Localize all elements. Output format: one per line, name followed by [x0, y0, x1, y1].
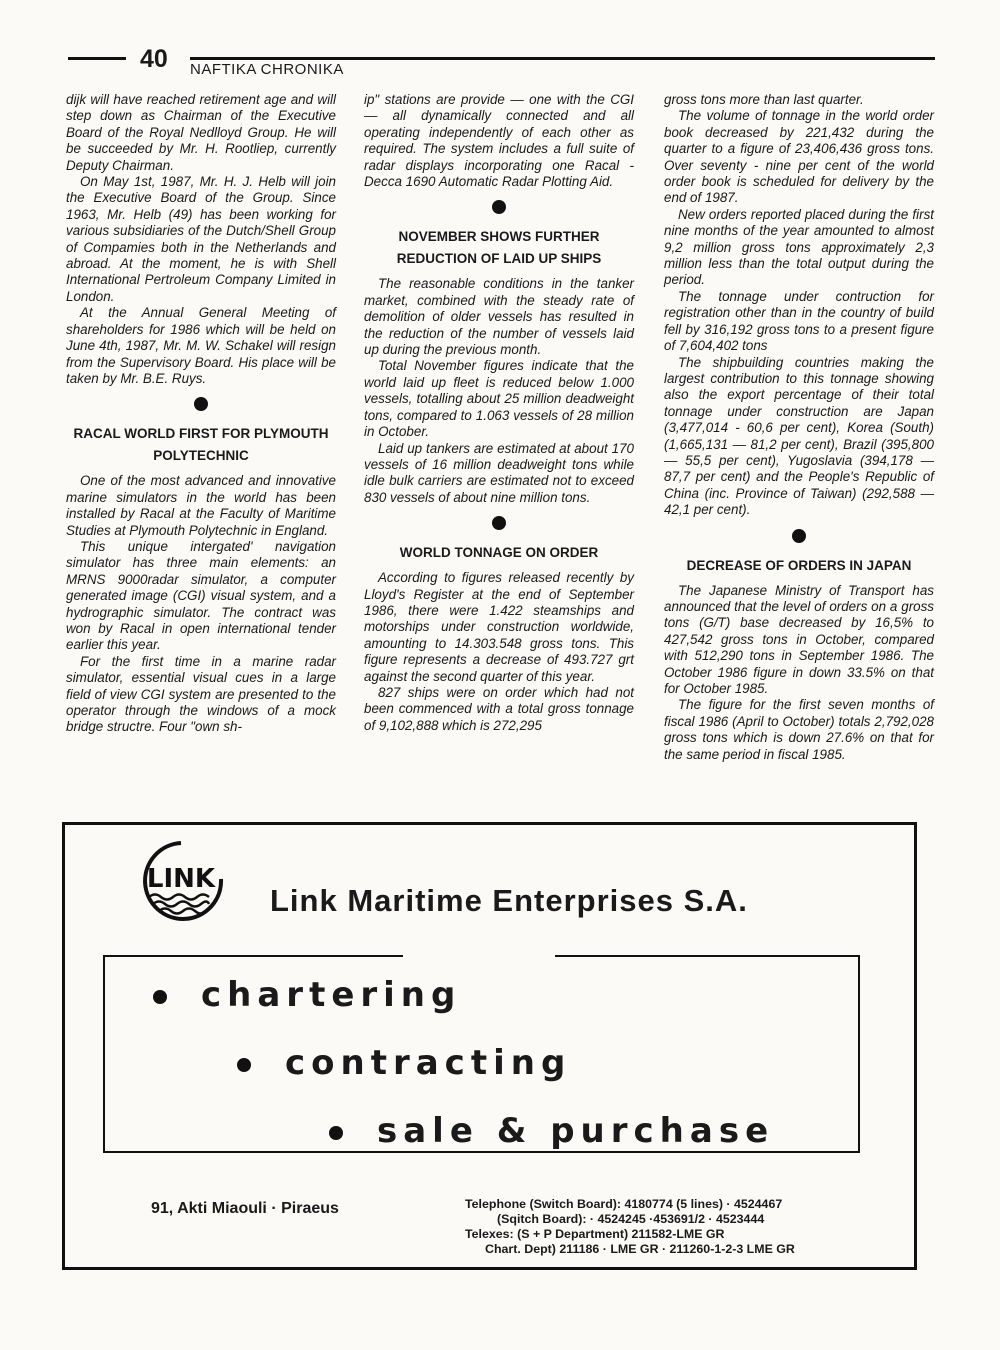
- paragraph: The Japanese Ministry of Transport has announced that the level of orders on a gross tons (G/T) base decreased by 16,5% to 427,542 gross tons in October, compared with 512,290 tons in September 1986. The October 1986 figure in down 33.5% on that for October 1985.: [664, 582, 934, 696]
- headline-racal: [66, 423, 336, 467]
- service-label: contracting: [285, 1043, 572, 1083]
- headline-line: RACAL WORLD FIRST FOR PLYMOUTH: [73, 426, 329, 442]
- paragraph: Total November figures indicate that the world laid up fleet is reduced below 1.000 vessels, totalling about 25 million deadweight tons, compared to 1.063 vessels of 28 million in October.: [364, 358, 634, 440]
- service-label: chartering: [201, 975, 462, 1015]
- paragraph: gross tons more than last quarter.: [664, 92, 864, 107]
- contact-line: Telephone (Switch Board): 4180774 (5 lines) · 4524467: [465, 1197, 783, 1211]
- paragraph: This unique intergated' navigation simulator has three main elements: an MRNS 9000radar simulator, a computer generated image (CGI) visual system, and a hydrographic simulator. The contract was won by Racal in open international tender earlier this year.: [66, 538, 336, 653]
- advertisement: [62, 822, 917, 1270]
- page-number: 40: [140, 45, 168, 73]
- article-column-3: [664, 92, 934, 763]
- contact-line: Telexes: (S + P Department) 211582-LME GR: [465, 1227, 725, 1241]
- paragraph: For the first time in a marine radar simulator, essential visual cues in a large field of view CGI system are presented to the operator through the windows of a mock bridge structre. Four "own sh-: [66, 653, 336, 735]
- link-logo-icon: [135, 839, 227, 921]
- paragraph: 827 ships were on order which had not been commenced with a total gross tonnage of 9,102,888 which is 272,295: [364, 684, 634, 733]
- section-bullet-icon: [194, 397, 208, 411]
- logo-text: LINK: [146, 864, 216, 894]
- section-bullet-icon: [492, 200, 506, 214]
- paragraph: One of the most advanced and innovative marine simulators in the world has been installed by Racal at the Faculty of Maritime Studies at Plymouth Polytechnic in England.: [66, 473, 336, 538]
- paragraph: dijk will have reached retirement age and will step down as Chairman of the Executive Board of the Royal Nedlloyd Group. He will be succeeded by Mr. H. Rootliep, currently Deputy Chairman.: [66, 92, 336, 173]
- paragraph: On May 1st, 1987, Mr. H. J. Helb will join the Executive Board of the Group. Since 1963, Mr. Helb (49) has been working for various subsidiaries of the Dutch/Shell Group of Compamies both in the Netherlands and abroad. At the moment, he is with Shell International Pertroleum Company Limited in London.: [66, 174, 336, 304]
- article-column-1: [66, 92, 336, 736]
- headline-japan-orders: DECREASE OF ORDERS IN JAPAN: [686, 557, 912, 573]
- section-bullet-icon: [492, 516, 506, 530]
- paragraph: The reasonable conditions in the tanker market, combined with the steady rate of demolition of older vessels has resulted in the reduction of the number of vessels laid up during the previous month.: [364, 276, 634, 358]
- contact-line: (Sqitch Board): · 4524245 ·453691/2 · 4523444: [497, 1212, 765, 1226]
- bullet-icon: [329, 1126, 343, 1140]
- paragraph: New orders reported placed during the first nine months of the year amounted to almost 9,2 million gross tons approximately 2,3 million less than the total output during the period.: [664, 206, 934, 288]
- service-item: [329, 1111, 774, 1151]
- paragraph: The volume of tonnage in the world order book decreased by 221,432 during the quarter to a figure of 23,406,436 gross tons. Over seventy - nine per cent of the world order book is scheduled for delivery by the end of 1987.: [664, 108, 934, 206]
- section-bullet-icon: [792, 529, 806, 543]
- headline-laid-up-ships: NOVEMBER SHOWS FURTHER REDUCTION OF LAID UP SHIPS: [396, 229, 602, 267]
- contact-details: [465, 1197, 795, 1257]
- paragraph: Laid up tankers are estimated at about 170 vessels of 16 million deadweight tons while idle bulk carriers are estimated not to exceed 830 vessels of about nine million tons.: [364, 440, 634, 505]
- company-address: 91, Akti Miaouli · Piraeus: [151, 1200, 339, 1217]
- bullet-icon: [153, 990, 167, 1004]
- paragraph: The tonnage under contruction for registration other than in the country of build fell by 316,192 gross tons to a present figure of 7,604,402 tons: [664, 288, 934, 354]
- paragraph: The figure for the first seven months of fiscal 1986 (April to October) totals 2,792,028 gross tons which is down 27.6% on that for the same period in fiscal 1985.: [664, 697, 934, 762]
- company-name: Link Maritime Enterprises S.A.: [270, 883, 748, 918]
- paragraph: The shipbuilding countries making the largest contribution to this tonnage showing also the export percentage of their total tonnage under construction are Japan (3,477,014 - 60,6 per cent), Korea (South) (1,665,131 — 81,2 per cent), Brazil (395,800 — 55,5 per cent), Yugoslavia (394,178 — 87,7 per cent) and the People's Republic of China (inc. Province of Taiwan) (292,588 — 42,1 per cent).: [664, 354, 934, 518]
- paragraph: ip" stations are provide — one with the CGI — all dynamically connected and all operating independently of each other as required. The system includes a full suite of radar displays incorporating one Racal - Decca 1690 Automatic Radar Plotting Aid.: [364, 92, 634, 190]
- article-column-2: [364, 92, 634, 734]
- paragraph: According to figures released recently by Lloyd's Register at the end of September 1986, there were 1.422 steamships and motorships under construction worldwide, amounting to 14.303.548 gross tons. This figure represents a decrease of 493.727 grt against the second quarter of this year.: [364, 570, 634, 684]
- header-rule-left: [68, 57, 126, 60]
- headline-line: POLYTECHNIC: [153, 448, 249, 464]
- service-item: [237, 1043, 571, 1083]
- paragraph: At the Annual General Meeting of shareholders for 1986 which will be held on June 4th, 1987, Mr. M. W. Schakel will resign from the Supervisory Board. His place will be taken by Mr. B.E. Ruys.: [66, 305, 336, 386]
- service-item: [153, 975, 461, 1015]
- headline-world-tonnage: WORLD TONNAGE ON ORDER: [399, 545, 599, 561]
- magazine-title: NAFTIKA CHRONIKA: [190, 61, 344, 78]
- contact-line: Chart. Dept) 211186 · LME GR · 211260-1-2-3 LME GR: [485, 1242, 795, 1256]
- page-header: [0, 0, 1000, 90]
- bullet-icon: [237, 1058, 251, 1072]
- service-label: sale & purchase: [377, 1111, 775, 1151]
- header-rule-right: [190, 57, 935, 60]
